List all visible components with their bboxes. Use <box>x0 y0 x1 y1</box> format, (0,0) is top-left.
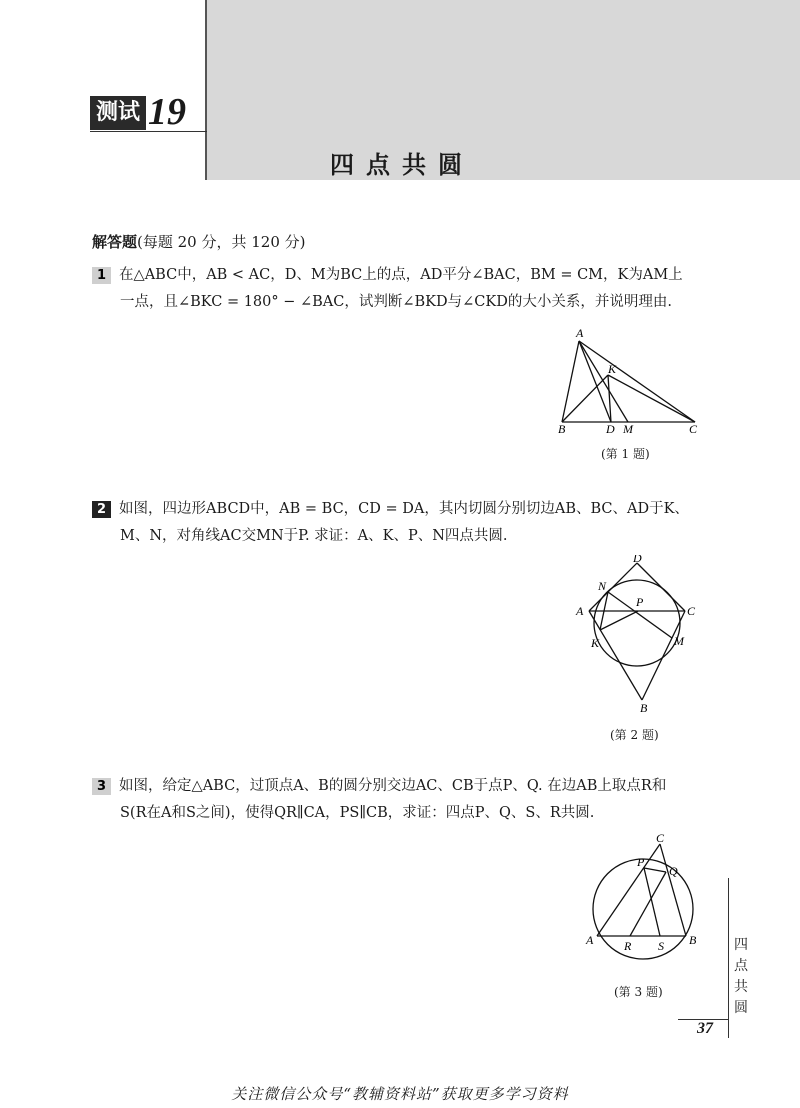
problem-2 <box>92 496 722 550</box>
problem-number: 3 <box>92 778 111 795</box>
label-r: R <box>624 939 632 953</box>
label-m: M <box>674 634 684 648</box>
segment-dc <box>637 563 685 611</box>
label-b: B <box>640 701 648 715</box>
side-title-char: 四 <box>734 937 748 953</box>
problem-number: 1 <box>92 267 111 284</box>
label-a: A <box>576 326 584 340</box>
figure-3 <box>582 832 707 966</box>
segment-kc <box>608 375 695 422</box>
figure-2 <box>570 555 700 724</box>
problem-text-line: M、N，对角线AC交MN于P. 求证：A、K、P、N四点共圆. <box>120 528 508 544</box>
segment-kp <box>600 611 638 630</box>
segment-ps <box>644 868 660 936</box>
problem-text-line: 一点，且∠BKC = 180° − ∠BAC，试判断∠BKD与∠CKD的大小关系，并说明理由. <box>120 294 672 310</box>
section-title: 解答题 <box>92 233 138 251</box>
label-d: D <box>606 422 615 435</box>
footer-note: 关注微信公众号“教辅资料站”获取更多学习资料 <box>231 1085 569 1103</box>
label-q: Q <box>669 864 678 878</box>
figure-3-caption: (第 3 题) <box>614 985 663 999</box>
side-rule <box>728 878 729 1038</box>
figure-1 <box>550 325 710 439</box>
side-title-char: 圆 <box>734 1000 748 1016</box>
figure-1-diagram <box>550 325 710 435</box>
segment-cb <box>660 844 686 936</box>
segment-ac <box>597 844 660 936</box>
problem-3 <box>92 773 722 827</box>
side-chapter-title <box>731 935 751 1019</box>
section-heading <box>92 231 306 252</box>
figure-2-caption: (第 2 题) <box>610 728 659 742</box>
label-p: P <box>636 595 644 609</box>
figure-3-diagram <box>582 832 707 962</box>
chapter-title: 四点共圆 <box>330 151 474 179</box>
section-note: (每题 20 分，共 120 分) <box>137 233 306 251</box>
label-c: C <box>687 604 696 618</box>
label-c: C <box>689 422 698 435</box>
problem-text-line: 如图，给定△ABC，过顶点A、B的圆分别交边AC、CB于点P、Q. 在边AB上取点R和 <box>119 778 667 794</box>
problem-number: 2 <box>92 501 111 518</box>
side-title-char: 共 <box>734 979 748 995</box>
problem-1 <box>92 262 722 316</box>
label-b: B <box>689 933 697 947</box>
label-s: S <box>658 939 664 953</box>
segment-ac <box>579 341 695 422</box>
page-number: 37 <box>697 1020 713 1037</box>
label-k: K <box>608 362 617 376</box>
segment-ab <box>562 341 579 422</box>
label-a: A <box>586 933 594 947</box>
test-label-text: 测试 <box>90 96 146 130</box>
problem-text-line: S(R在A和S之间)，使得QR∥CA，PS∥CB，求证：四点P、Q、S、R共圆. <box>120 805 595 821</box>
label-b: B <box>558 422 566 435</box>
figure-2-diagram <box>570 555 700 720</box>
test-label <box>90 91 187 133</box>
label-n: N <box>598 579 607 593</box>
label-d: D <box>633 555 642 565</box>
header-banner <box>205 0 800 180</box>
figure-1-caption: (第 1 题) <box>601 447 650 461</box>
label-m: M <box>623 422 633 435</box>
segment-qr <box>630 872 666 936</box>
segment-ad <box>579 341 611 422</box>
problem-text-line: 如图，四边形ABCD中，AB = BC，CD = DA，其内切圆分别切边AB、BC、AD于K、 <box>119 501 689 517</box>
segment-ab <box>589 611 642 700</box>
problem-text-line: 在△ABC中，AB < AC，D、M为BC上的点，AD平分∠BAC，BM = CM，K为AM上 <box>119 267 683 283</box>
side-title-char: 点 <box>734 958 748 974</box>
segment-pq <box>644 868 666 872</box>
segment-da <box>589 563 637 611</box>
segment-cb <box>642 611 685 700</box>
label-c: C <box>656 832 665 845</box>
label-p: P <box>637 855 645 869</box>
label-a: A <box>576 604 584 618</box>
test-number: 19 <box>148 91 187 133</box>
label-k: K <box>591 636 600 650</box>
